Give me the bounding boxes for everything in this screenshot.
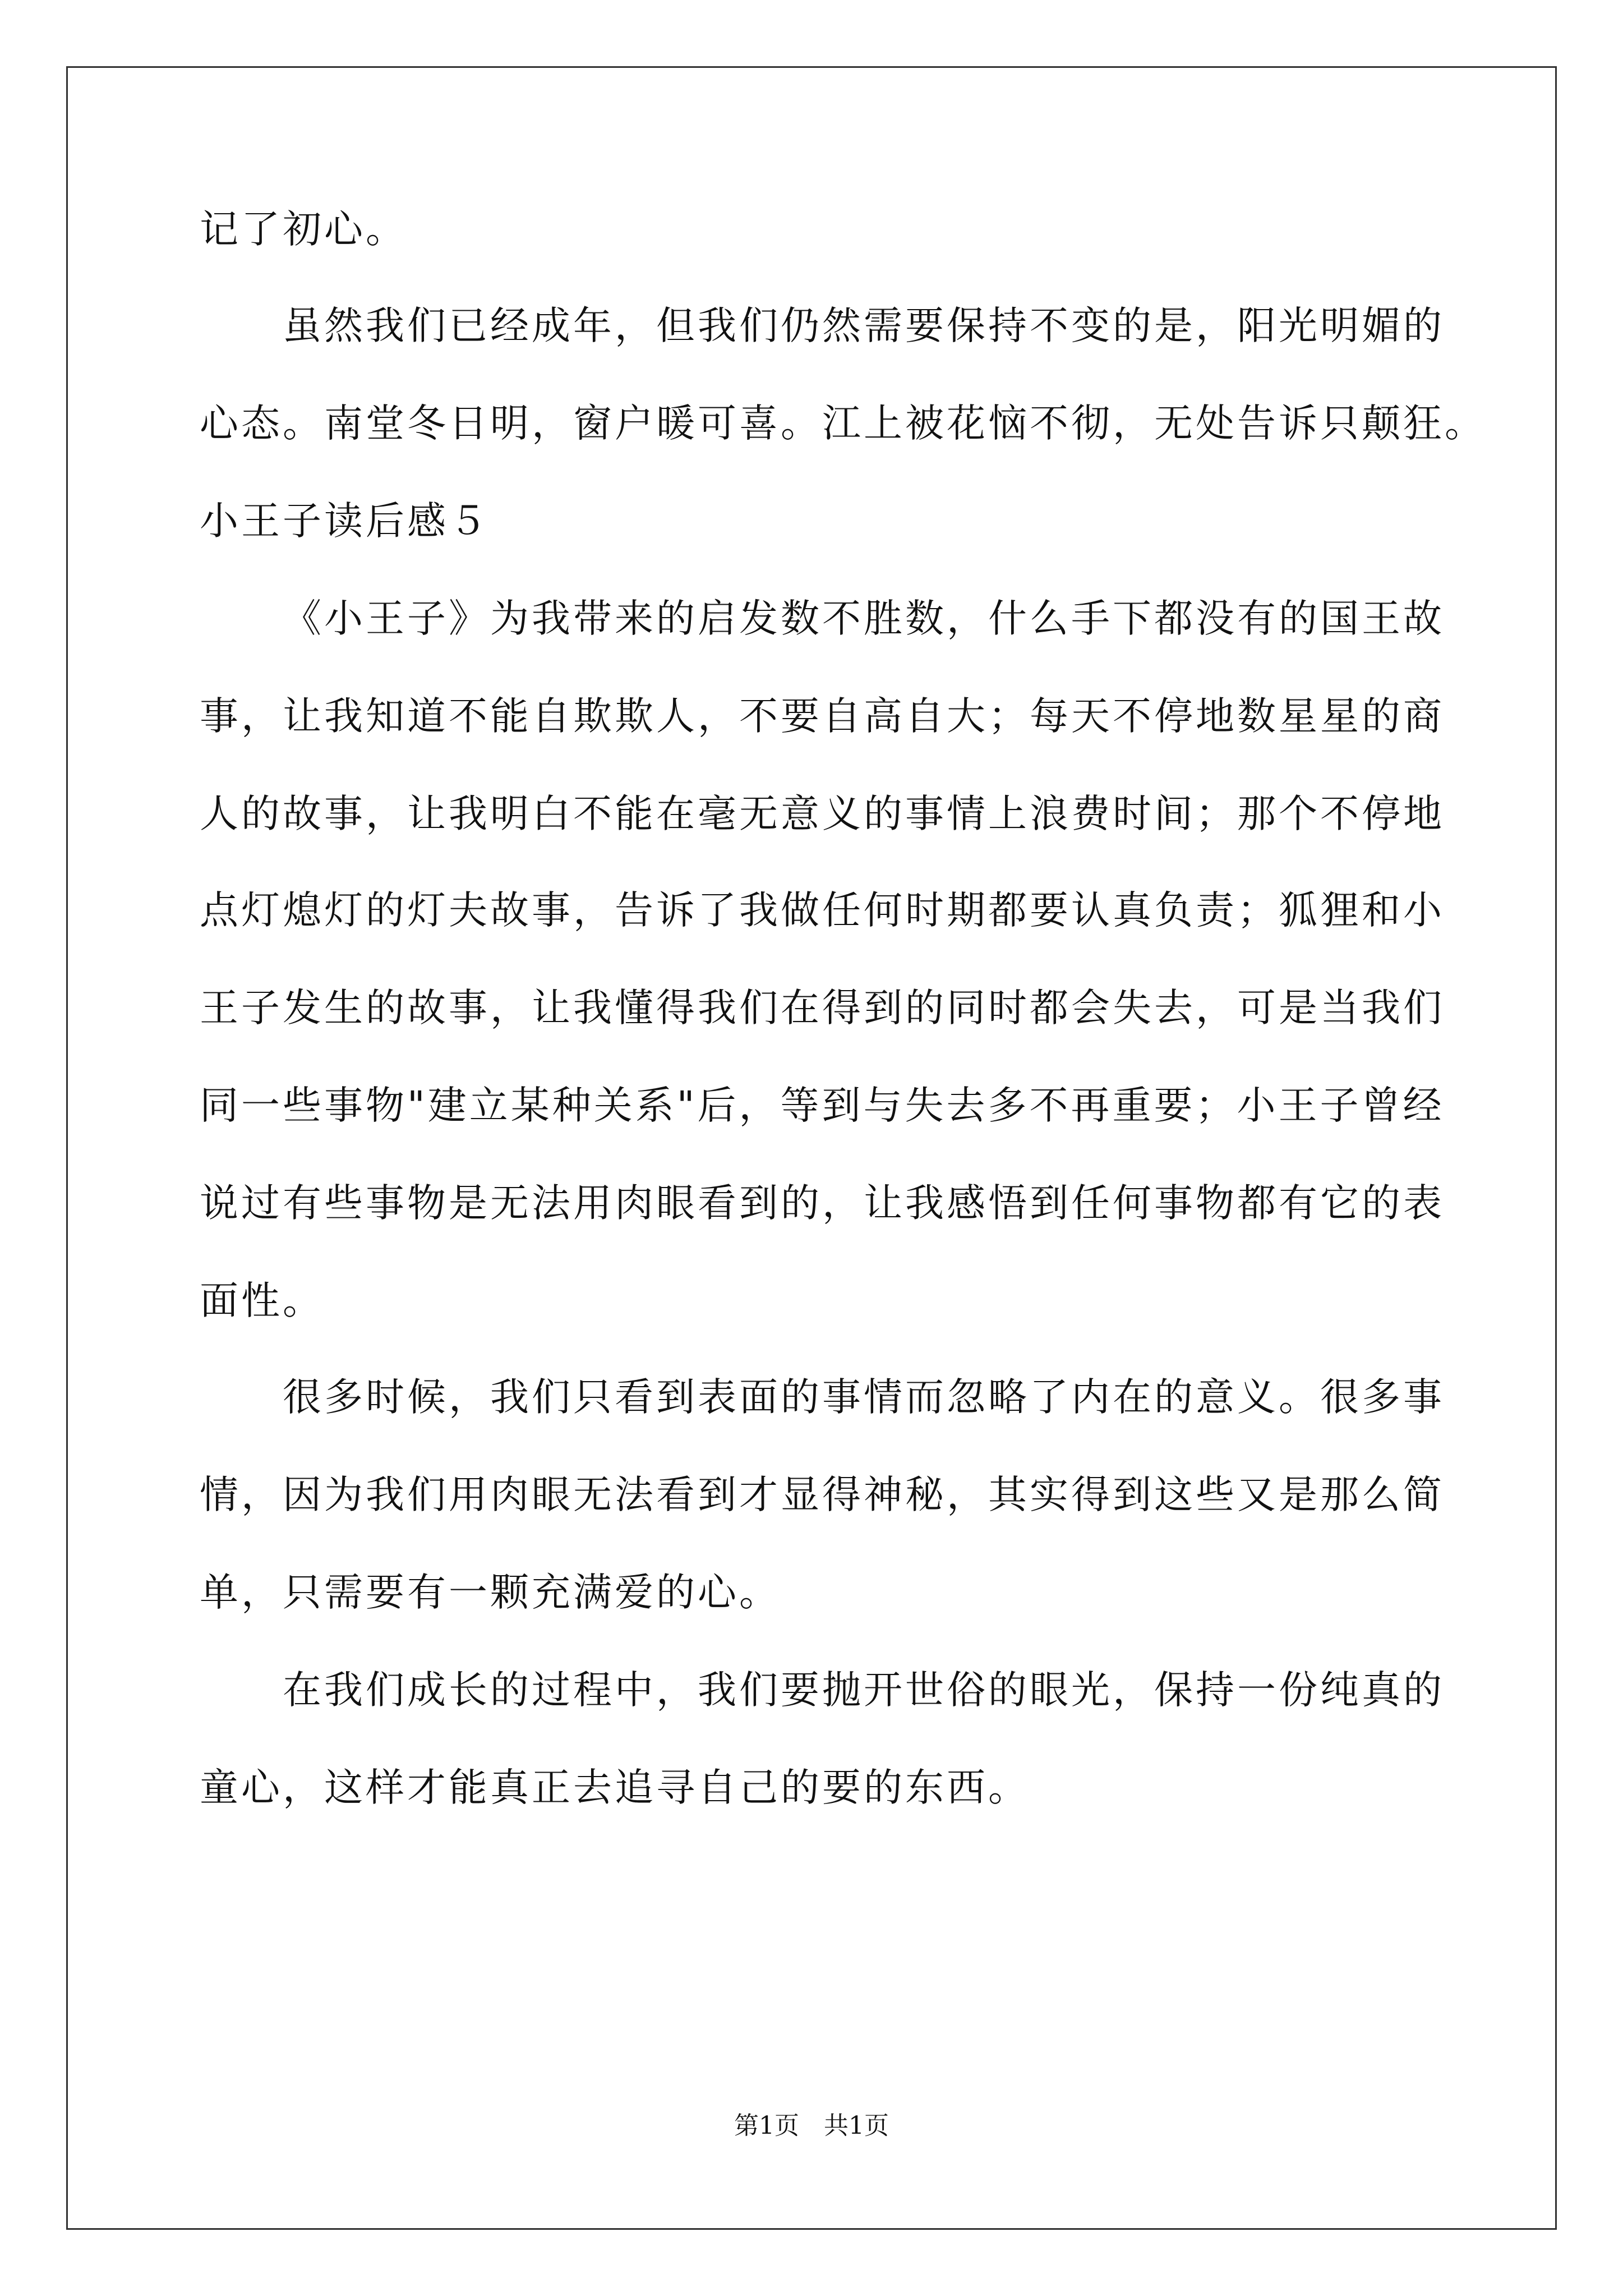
text-line: 事，让我知道不能自欺欺人，不要自高自大；每天不停地数星星的商 [200,694,1445,739]
text-line: 心态。南堂冬日明，窗户暖可喜。江上被花恼不彻，无处告诉只颠狂。 [200,401,1486,446]
page-frame [66,66,1557,2230]
paragraph-line: 虽然我们已经成年，但我们仍然需要保持不变的是，阳光明媚的 [283,303,1445,348]
text-line: 说过有些事物是无法用肉眼看到的，让我感悟到任何事物都有它的表 [200,1181,1445,1226]
text-line: 单，只需要有一颗充满爱的心。 [200,1570,781,1615]
text-line: 王子发生的故事，让我懂得我们在得到的同时都会失去，可是当我们 [200,986,1445,1030]
text-line: 同一些事物"建立某种关系"后，等到与失去多不再重要；小王子曾经 [200,1083,1445,1128]
text-line: 记了初心。 [200,207,407,252]
paragraph-line: 很多时候，我们只看到表面的事情而忽略了内在的意义。很多事 [283,1375,1445,1420]
paragraph-line: 《小王子》为我带来的启发数不胜数，什么手下都没有的国王故 [283,596,1445,641]
text-line: 人的故事，让我明白不能在毫无意义的事情上浪费时间；那个不停地 [200,792,1445,836]
text-line: 面性。 [200,1278,324,1323]
paragraph-line: 在我们成长的过程中，我们要抛开世俗的眼光，保持一份纯真的 [283,1668,1445,1713]
text-line: 点灯熄灯的灯夫故事，告诉了我做任何时期都要认真负责；狐狸和小 [200,888,1445,933]
text-line: 童心，这样才能真正去追寻自己的要的东西。 [200,1765,1030,1810]
page-number-footer: 第1页 共1页 [734,2111,889,2140]
text-line: 情，因为我们用肉眼无法看到才显得神秘，其实得到这些又是那么简 [200,1473,1445,1517]
section-title: 小王子读后感５ [200,499,490,544]
